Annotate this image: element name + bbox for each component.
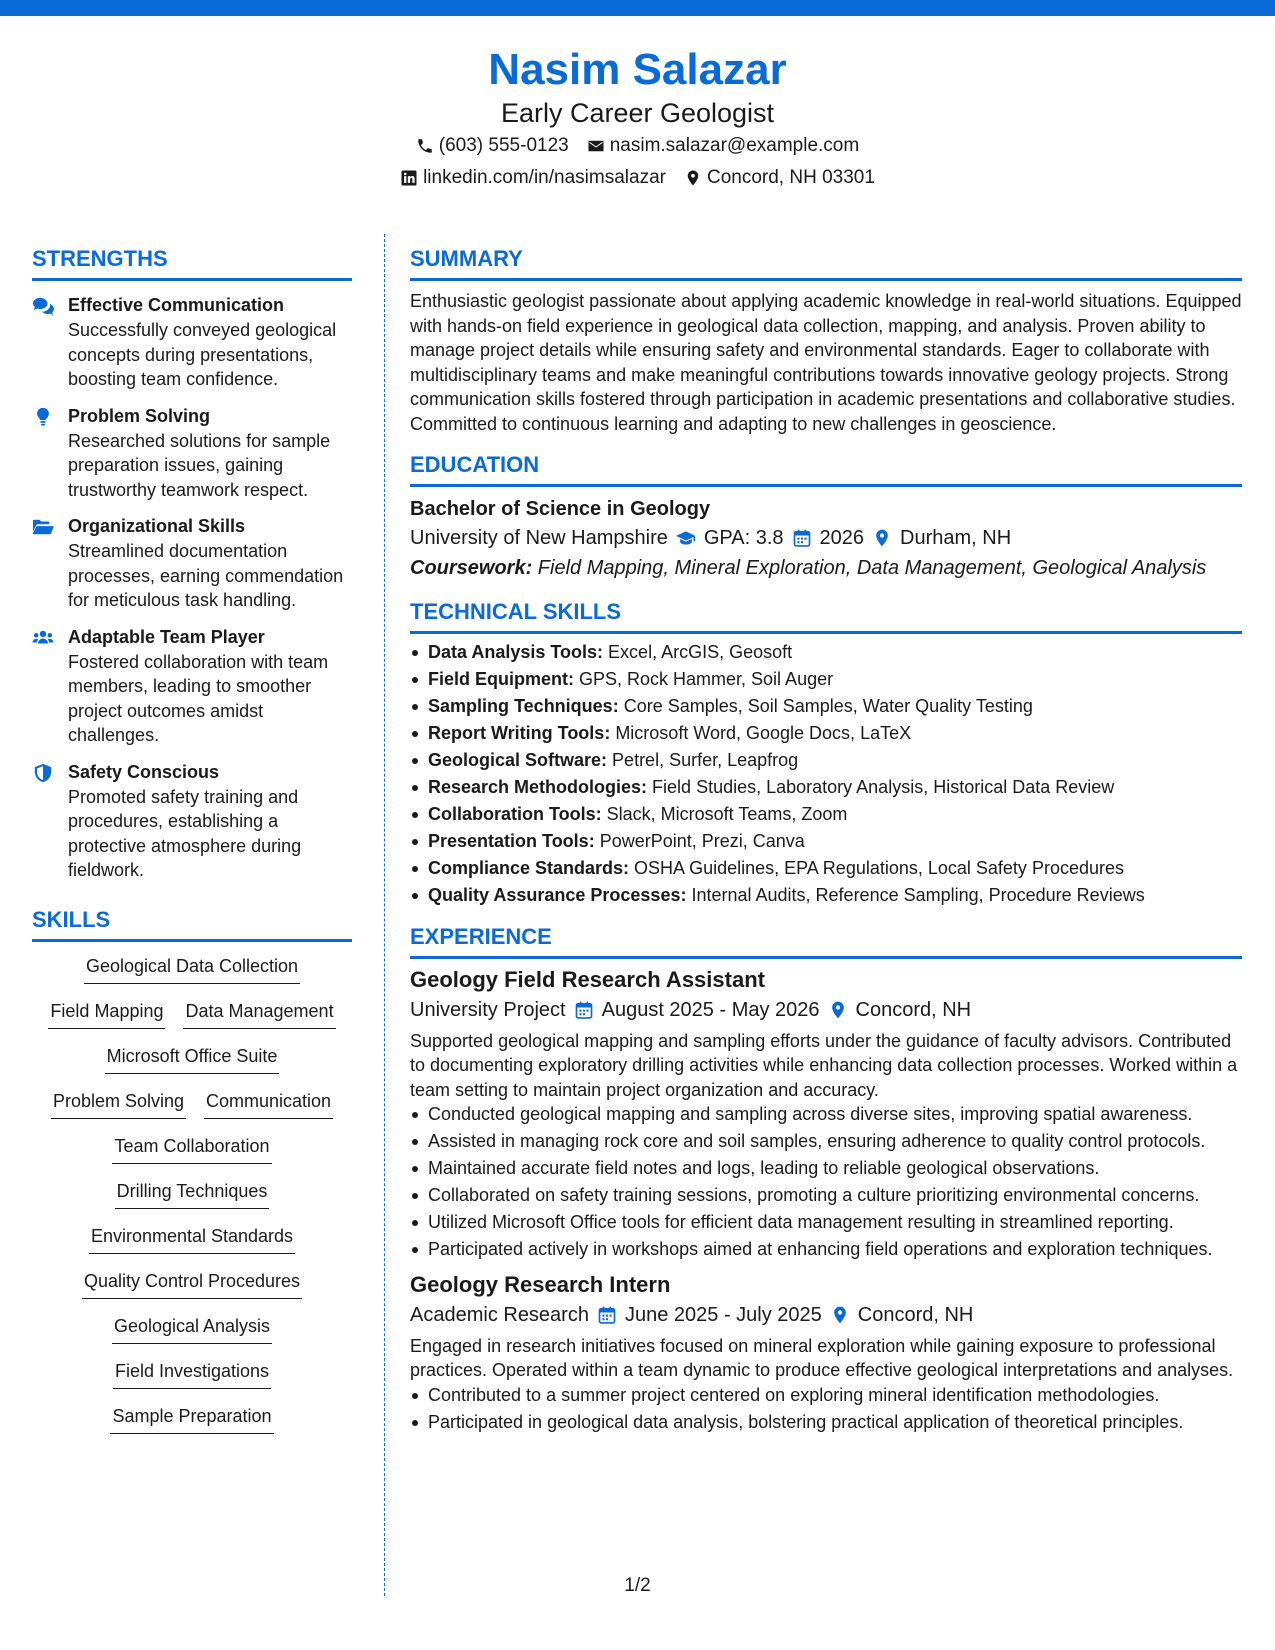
- list-item: Presentation Tools: PowerPoint, Prezi, Canva: [410, 829, 1242, 854]
- skill-tag: Geological Data Collection: [84, 954, 300, 984]
- list-item: Research Methodologies: Field Studies, Laboratory Analysis, Historical Data Review: [410, 775, 1242, 800]
- strength-desc: Promoted safety training and procedures, establishing a protective atmosphere during fieldwork.: [68, 786, 302, 880]
- strength-desc: Successfully conveyed geological concepts during presentations, boosting team confidence.: [68, 320, 337, 389]
- skill-tag: Field Investigations: [113, 1359, 271, 1389]
- technical-skills-title: TECHNICAL SKILLS: [410, 597, 1242, 634]
- list-item: Conducted geological mapping and sampling across diverse sites, improving spatial awareness.: [410, 1102, 1242, 1127]
- skills-title: SKILLS: [32, 905, 352, 942]
- strength-desc: Researched solutions for sample preparation issues, gaining trustworthy teamwork respect.: [68, 430, 331, 500]
- email-text: nasim.salazar@example.com: [609, 135, 860, 156]
- strengths-title: STRENGTHS: [32, 244, 352, 281]
- education-meta: [410, 523, 1242, 553]
- calendar-icon: [597, 1305, 617, 1325]
- right-column: [410, 244, 1242, 1437]
- strength-title: Safety Conscious: [68, 761, 220, 782]
- list-item: Geological Software: Petrel, Surfer, Leapfrog: [410, 748, 1242, 773]
- job-summary: Supported geological mapping and sampling efforts under the guidance of faculty advisors. Contributed to documenting exploratory drilling activities while enhancing data collection processes. Worked within a team setting to maintain project organization and accuracy.: [410, 1030, 1238, 1100]
- summary-title: SUMMARY: [410, 244, 1242, 281]
- skill-tag: Data Management: [183, 999, 335, 1029]
- calendar-icon: [792, 528, 812, 548]
- map-marker-icon: [828, 1000, 848, 1020]
- contact-linkedin[interactable]: [400, 162, 666, 194]
- job-meta: [410, 1300, 1242, 1330]
- skill-tag: Drilling Techniques: [115, 1179, 270, 1209]
- skill-tag: Communication: [204, 1089, 333, 1119]
- job-location: Concord, NH: [855, 998, 972, 1021]
- skill-tag: Microsoft Office Suite: [105, 1044, 280, 1074]
- users-icon: [32, 628, 54, 648]
- top-accent-bar: [0, 0, 1275, 16]
- education-coursework: [410, 553, 1242, 583]
- contact-row-1: [0, 130, 1275, 162]
- coursework-text: Field Mapping, Mineral Exploration, Data Management, Geological Analysis: [532, 557, 1207, 579]
- skill-row: [32, 1224, 352, 1269]
- education-gpa: GPA: 3.8: [703, 527, 784, 549]
- shield-icon: [32, 763, 54, 783]
- job-location: Concord, NH: [857, 1303, 974, 1326]
- education-title: EDUCATION: [410, 450, 1242, 487]
- skill-row: [32, 954, 352, 999]
- contact-row-2: [0, 162, 1275, 194]
- strength-title: Organizational Skills: [68, 516, 246, 536]
- map-marker-icon: [830, 1305, 850, 1325]
- skill-row: [32, 1134, 352, 1179]
- technical-skills-list: [410, 640, 1242, 908]
- job-summary: Engaged in research initiatives focused on mineral exploration while gaining exposure to professional practices. Operated within a team dynamic to produce effective geological interpretations and analyses.: [410, 1335, 1234, 1380]
- strength-title: Adaptable Team Player: [68, 626, 265, 647]
- skill-row: [32, 1314, 352, 1359]
- candidate-name: Nasim Salazar: [488, 45, 787, 94]
- skill-tag: Team Collaboration: [112, 1134, 271, 1164]
- job-meta: [410, 995, 1242, 1025]
- job-org: University Project: [410, 998, 566, 1021]
- skill-tag: Quality Control Procedures: [82, 1269, 302, 1299]
- location-text: Concord, NH 03301: [706, 167, 875, 188]
- job-dates: June 2025 - July 2025: [624, 1303, 822, 1326]
- list-item: Field Equipment: GPS, Rock Hammer, Soil Auger: [410, 667, 1242, 692]
- strength-desc: Fostered collaboration with team members, leading to smoother project outcomes amidst challenges.: [68, 651, 329, 745]
- linkedin-icon: [400, 169, 418, 187]
- list-item: Utilized Microsoft Office tools for efficient data management resulting in streamlined reporting.: [410, 1210, 1242, 1235]
- phone-icon: [416, 137, 434, 155]
- comments-icon: [32, 296, 54, 316]
- left-column: [32, 244, 352, 1449]
- summary-text: Enthusiastic geologist passionate about applying academic knowledge in real-world situations. Equipped with hands-on field experience in geological data collection, mapping, and analysis. Proven ability to manage project details while ensuring safety and environmental standards. Eager to collaborate with multidisciplinary teams and make meaningful contributions towards innovative geology projects. Strong communication skills fostered through participation in academic presentations and collaborative studies. Committed to continuous learning and adapting to new challenges in geoscience.: [410, 291, 1242, 434]
- contact-phone[interactable]: [416, 130, 569, 162]
- education-location: Durham, NH: [900, 527, 1012, 549]
- list-item: Compliance Standards: OSHA Guidelines, EPA Regulations, Local Safety Procedures: [410, 856, 1242, 881]
- skill-row: [32, 1359, 352, 1404]
- strength-item: [32, 760, 352, 883]
- list-item: Participated actively in workshops aimed at enhancing field operations and exploration techniques.: [410, 1237, 1242, 1262]
- strength-desc: Streamlined documentation processes, earning commendation for meticulous task handling.: [68, 541, 344, 610]
- strength-title: Effective Communication: [68, 295, 285, 315]
- job-title: Geology Field Research Assistant: [410, 966, 765, 992]
- strength-item: [32, 404, 352, 503]
- skill-row: [32, 1269, 352, 1314]
- calendar-icon: [574, 1000, 594, 1020]
- map-marker-icon: [872, 528, 892, 548]
- job-entry: [410, 1270, 1242, 1435]
- job-bullets: [410, 1102, 1242, 1262]
- phone-text: (603) 555-0123: [438, 135, 569, 156]
- skill-tag: Sample Preparation: [110, 1404, 273, 1434]
- linkedin-text: linkedin.com/in/nasimsalazar: [423, 167, 666, 188]
- job-entry: [410, 965, 1242, 1262]
- job-bullets: [410, 1383, 1242, 1435]
- job-title: Geology Research Intern: [410, 1271, 671, 1297]
- graduation-cap-icon: [676, 528, 696, 548]
- list-item: Data Analysis Tools: Excel, ArcGIS, Geosoft: [410, 640, 1242, 665]
- candidate-role: Early Career Geologist: [500, 98, 775, 128]
- strength-title: Problem Solving: [68, 405, 211, 426]
- column-divider: [384, 234, 385, 1596]
- skill-row: [32, 1044, 352, 1089]
- skill-tag: Environmental Standards: [89, 1224, 295, 1254]
- map-marker-icon: [684, 169, 702, 187]
- job-dates: August 2025 - May 2026: [601, 998, 820, 1021]
- education-school: University of New Hampshire: [410, 527, 668, 549]
- list-item: Report Writing Tools: Microsoft Word, Google Docs, LaTeX: [410, 721, 1242, 746]
- strength-item: [32, 514, 352, 613]
- page-number: 1/2: [624, 1575, 651, 1596]
- list-item: Collaborated on safety training sessions, promoting a culture prioritizing environmental concerns.: [410, 1183, 1242, 1208]
- list-item: Assisted in managing rock core and soil samples, ensuring adherence to quality control protocols.: [410, 1129, 1242, 1154]
- skill-row: [32, 1179, 352, 1224]
- folder-open-icon: [32, 517, 54, 537]
- skill-tag: Problem Solving: [51, 1089, 186, 1119]
- job-org: Academic Research: [410, 1303, 589, 1326]
- skill-row: [32, 1089, 352, 1134]
- skill-row: [32, 999, 352, 1044]
- list-item: Participated in geological data analysis, bolstering practical application of theoretical principles.: [410, 1410, 1242, 1435]
- strength-item: [32, 625, 352, 748]
- skill-tag: Geological Analysis: [112, 1314, 272, 1344]
- list-item: Collaboration Tools: Slack, Microsoft Teams, Zoom: [410, 802, 1242, 827]
- education-degree: Bachelor of Science in Geology: [410, 498, 711, 520]
- education-year: 2026: [819, 527, 865, 549]
- resume-header: [0, 44, 1275, 194]
- skill-row: [32, 1404, 352, 1449]
- coursework-label: Coursework:: [410, 557, 533, 579]
- list-item: Maintained accurate field notes and logs, leading to reliable geological observations.: [410, 1156, 1242, 1181]
- lightbulb-icon: [32, 407, 54, 427]
- strength-item: [32, 293, 352, 392]
- list-item: Contributed to a summer project centered on exploring mineral identification methodologies.: [410, 1383, 1242, 1408]
- skills-list: [32, 954, 352, 1449]
- contact-location: [684, 162, 875, 194]
- contact-email[interactable]: [587, 130, 860, 162]
- list-item: Quality Assurance Processes: Internal Audits, Reference Sampling, Procedure Reviews: [410, 883, 1242, 908]
- experience-title: EXPERIENCE: [410, 922, 1242, 959]
- skill-tag: Field Mapping: [48, 999, 165, 1029]
- list-item: Sampling Techniques: Core Samples, Soil Samples, Water Quality Testing: [410, 694, 1242, 719]
- envelope-icon: [587, 137, 605, 155]
